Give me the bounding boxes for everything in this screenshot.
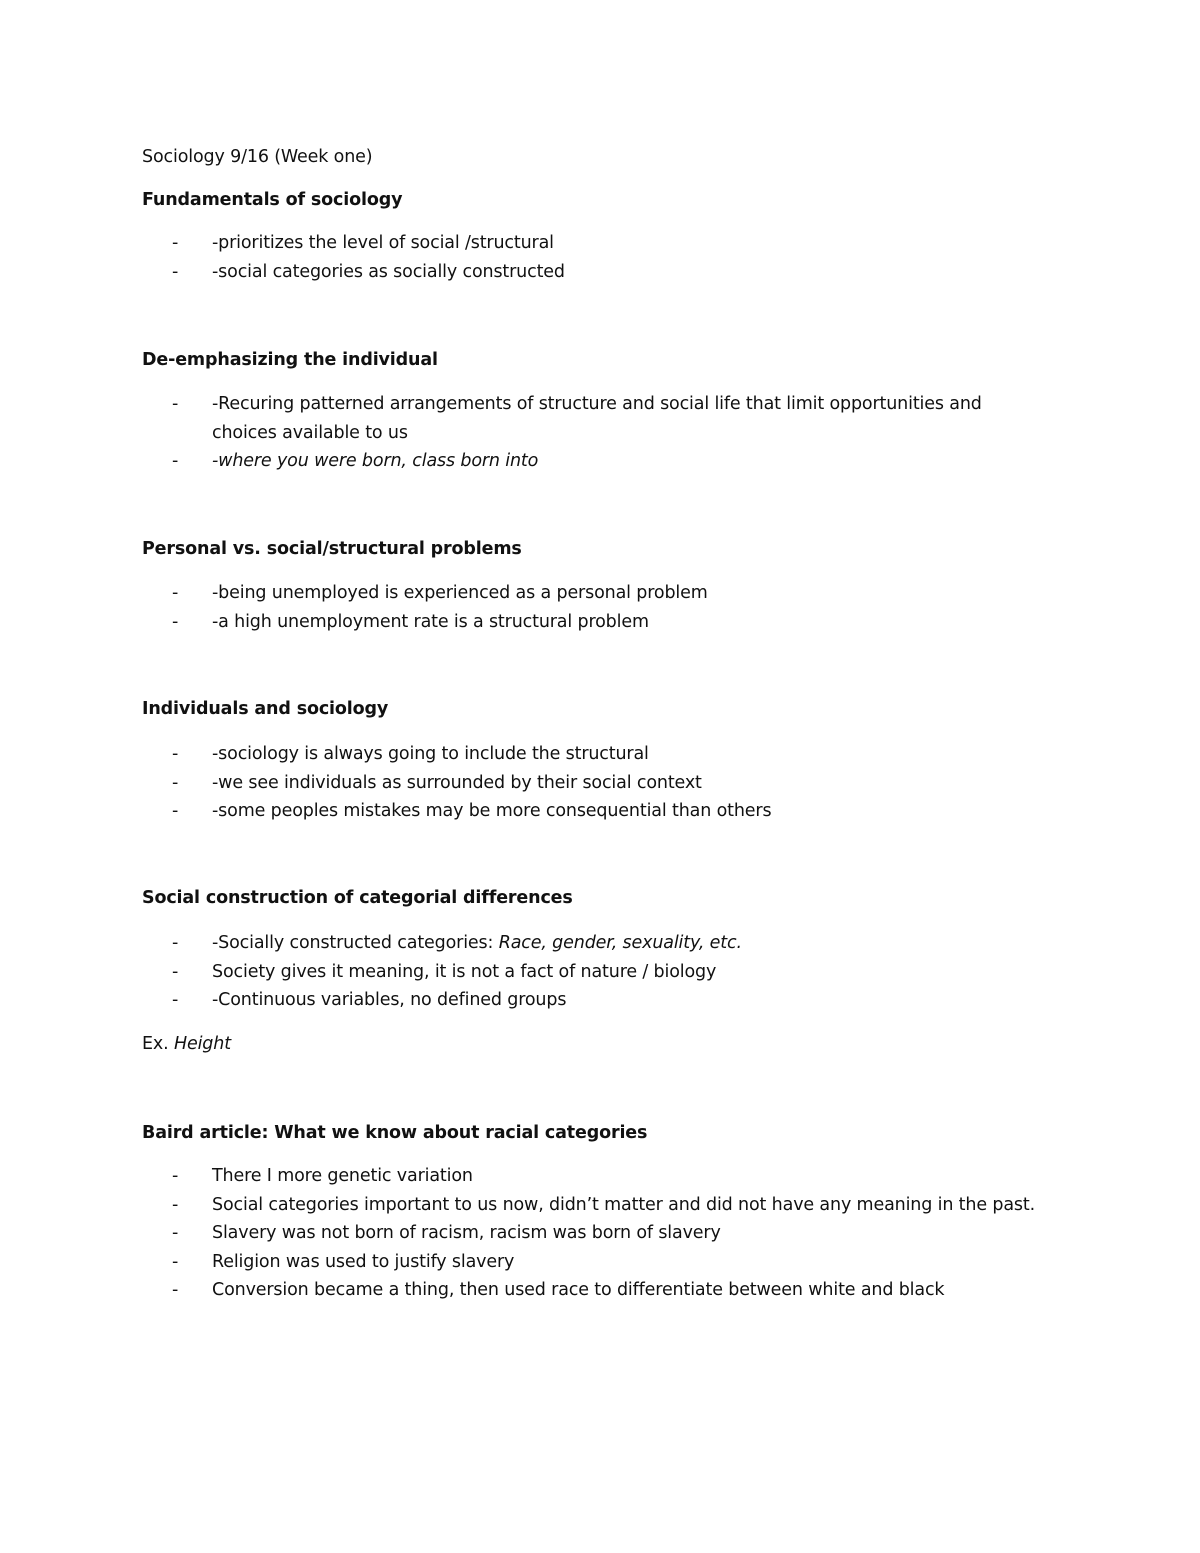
section-heading: De-emphasizing the individual xyxy=(142,350,438,370)
bullet-dash: - xyxy=(172,744,179,764)
bullet-text: Society gives it meaning, it is not a fact of nature / biology xyxy=(212,961,717,982)
bullet-text: Social categories important to us now, didn’t matter and did not have any meaning in the past. xyxy=(212,1195,1035,1215)
bullet-dash: - xyxy=(172,583,179,603)
bullet-dash: - xyxy=(172,801,179,821)
section-heading: Social construction of categorial differences xyxy=(142,888,573,908)
bullet-dash: - xyxy=(172,1195,179,1215)
bullet-text: -sociology is always going to include the structural xyxy=(212,744,649,764)
bullet-text: -where you were born, class born into xyxy=(212,451,539,471)
bullet-dash: - xyxy=(172,772,179,793)
example-value: Height xyxy=(173,1034,231,1054)
bullet-continuation: choices available to us xyxy=(212,423,408,443)
section-heading: Baird article: What we know about racial categories xyxy=(142,1123,648,1143)
bullet-dash: - xyxy=(172,612,179,632)
bullet-text: -some peoples mistakes may be more consequential than others xyxy=(212,801,772,821)
bullet-text: Religion was used to justify slavery xyxy=(212,1251,515,1272)
bullet-dash: - xyxy=(172,961,179,982)
list-item xyxy=(172,1162,473,1191)
list-item xyxy=(172,390,982,419)
bullet-text: -a high unemployment rate is a structural problem xyxy=(212,612,649,632)
list-item xyxy=(172,1219,721,1248)
bullet-text: -Recuring patterned arrangements of structure and social life that limit opportunities and xyxy=(212,394,982,414)
list-item xyxy=(172,958,716,987)
list-item xyxy=(172,740,649,769)
document-title: Sociology 9/16 (Week one) xyxy=(142,147,373,167)
list-item xyxy=(172,797,771,826)
list-item xyxy=(172,579,708,608)
bullet-dash: - xyxy=(172,1223,179,1243)
example-label: Ex. xyxy=(142,1034,174,1054)
section-heading: Fundamentals of sociology xyxy=(142,190,403,210)
bullet-text: -Socially constructed categories: xyxy=(212,933,499,953)
list-item xyxy=(172,1191,1035,1220)
example-line xyxy=(142,1033,231,1055)
bullet-dash: - xyxy=(172,1251,179,1272)
list-item xyxy=(172,229,554,258)
list-item xyxy=(172,258,565,287)
bullet-dash: - xyxy=(172,990,179,1010)
bullet-dash: - xyxy=(172,451,179,471)
bullet-text: -social categories as socially constructed xyxy=(212,261,565,282)
bullet-text: Slavery was not born of racism, racism was born of slavery xyxy=(212,1223,721,1243)
bullet-dash: - xyxy=(172,1166,179,1186)
list-item xyxy=(172,769,702,798)
bullet-text-italic: Race, gender, sexuality, etc. xyxy=(498,933,742,953)
list-item xyxy=(172,929,742,958)
list-item xyxy=(172,608,649,637)
list-item xyxy=(172,986,566,1015)
bullet-text: -Continuous variables, no defined groups xyxy=(212,990,567,1010)
section-heading: Individuals and sociology xyxy=(142,699,389,719)
bullet-text: There I more genetic variation xyxy=(212,1166,473,1186)
bullet-text: -prioritizes the level of social /structural xyxy=(212,233,554,253)
section-heading: Personal vs. social/structural problems xyxy=(142,539,522,559)
bullet-dash: - xyxy=(172,261,179,282)
list-item xyxy=(172,447,538,476)
list-item xyxy=(172,1276,944,1305)
bullet-dash: - xyxy=(172,1280,179,1300)
bullet-text: Conversion became a thing, then used race to differentiate between white and black xyxy=(212,1280,945,1300)
bullet-dash: - xyxy=(172,233,179,253)
bullet-dash: - xyxy=(172,394,179,414)
bullet-text: -being unemployed is experienced as a personal problem xyxy=(212,583,708,603)
bullet-dash: - xyxy=(172,933,179,953)
list-item xyxy=(172,1248,514,1277)
bullet-text: -we see individuals as surrounded by their social context xyxy=(212,772,702,793)
